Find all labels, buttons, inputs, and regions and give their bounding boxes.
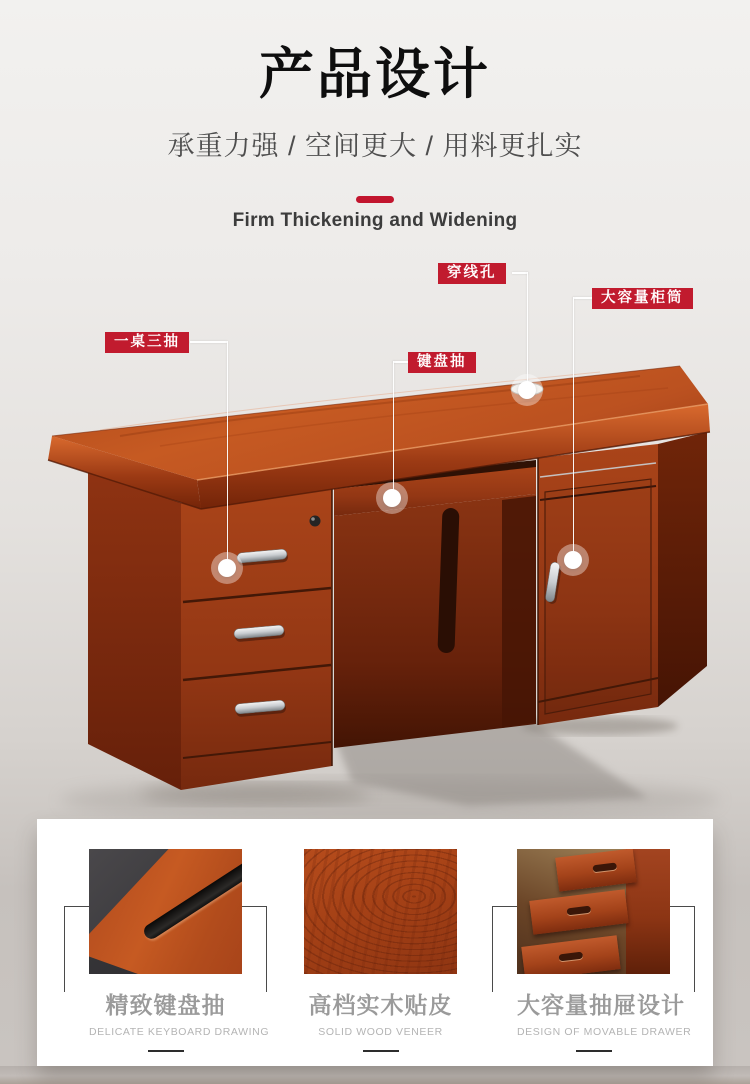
- feature-underline: [148, 1050, 184, 1052]
- leader-line: [573, 297, 575, 560]
- callout-label-keyboard-drawer: 键盘抽: [408, 352, 476, 373]
- leader-line: [393, 361, 395, 498]
- callout-label-three-drawers: 一桌三抽: [105, 332, 189, 353]
- cable-groove: [141, 859, 242, 941]
- callout-dot: [518, 381, 536, 399]
- feature-photo-wood-grain: [304, 849, 457, 974]
- feature-underline: [576, 1050, 612, 1052]
- page-tagline-en: Firm Thickening and Widening: [232, 209, 518, 231]
- bottom-strip: [0, 1066, 750, 1084]
- feature-underline: [363, 1050, 399, 1052]
- feature-card-keyboard: [89, 819, 270, 1052]
- callout-dot: [218, 559, 236, 577]
- feature-photo-drawers: [517, 849, 670, 974]
- bracket-decoration: [492, 906, 517, 992]
- feature-subtitle: SOLID WOOD VENEER: [318, 1026, 443, 1038]
- page-subtitle: 承重力强 / 空间更大 / 用料更扎实: [167, 130, 583, 161]
- page-title: 产品设计: [258, 43, 491, 105]
- leader-line: [190, 341, 227, 343]
- drawer-front: [521, 935, 620, 974]
- feature-card-drawer: [517, 819, 692, 1052]
- callout-dot: [383, 489, 401, 507]
- leader-line: [527, 272, 529, 390]
- features-panel: [37, 819, 713, 1066]
- feature-subtitle: DESIGN OF MOVABLE DRAWER: [517, 1026, 692, 1038]
- feature-photo-keyboard-tray: [89, 849, 242, 974]
- bracket-decoration: [64, 906, 89, 992]
- bracket-decoration: [242, 906, 267, 992]
- feature-title: 高档实木贴皮: [308, 992, 453, 1018]
- leader-line: [227, 341, 229, 568]
- feature-card-veneer: [304, 819, 457, 1052]
- callout-label-cabinet: 大容量柜筒: [592, 288, 693, 309]
- callout-label-wire-hole: 穿线孔: [438, 263, 506, 284]
- leader-line: [393, 361, 408, 363]
- drawer-front: [555, 849, 637, 892]
- feature-title: 精致键盘抽: [105, 992, 226, 1018]
- feature-title: 大容量抽屉设计: [517, 992, 685, 1018]
- leader-line: [573, 297, 592, 299]
- callout-dot: [564, 551, 582, 569]
- drawer-front: [529, 889, 628, 934]
- feature-subtitle: DELICATE KEYBOARD DRAWING: [89, 1026, 270, 1038]
- bracket-decoration: [670, 906, 695, 992]
- felt-area: [89, 849, 242, 974]
